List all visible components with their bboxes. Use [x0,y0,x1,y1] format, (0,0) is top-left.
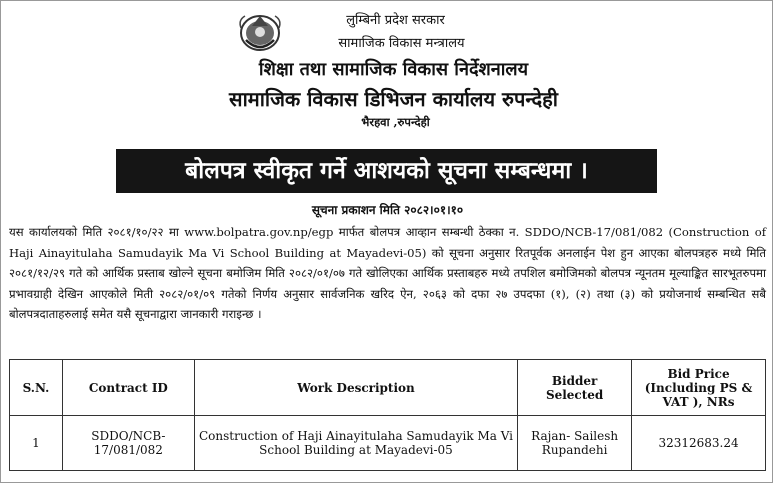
cell-bid-price: 32312683.24 [632,416,766,471]
cell-contract-id: SDDO/NCB-17/081/082 [62,416,194,471]
directorate-name: शिक्षा तथा सामाजिक विकास निर्देशनालय [258,59,529,80]
cell-work-description: Construction of Haji Ainayitulaha Samudayik Ma Vi School Building at Mayadevi-05 [194,416,517,471]
header-contract-id: Contract ID [62,360,194,416]
bid-table [9,359,766,471]
office-name: सामाजिक विकास डिभिजन कार्यालय रुपन्देही [229,87,558,111]
notice-body-text: यस कार्यालयको मिति २०८१/१०/२२ मा www.bolpatra.gov.np/egp मार्फत बोलपत्र आव्हान सम्बन्धी ठेक्का न. SDDO/NCB-17/081/082 (Construction of Haji Ainayitulaha Samudayik Ma Vi School Building at Mayadevi-05) को सूचना अनुसार रितपूर्वक अनलाईन पेश हुन आएका बोलपत्रहरु मध्ये मिति २०८१/१२/२९ गते को आर्थिक प्रस्ताब खोल्ने सूचना बमोजिम मिति २०८२/०१/०७ गते खोलिएका आर्थिक प्रस्ताबहरु मध्ये तपशिल बमोजिमको बोलपत्र न्यूनतम मूल्याङ्कित सारभूतरुपमा प्रभावग्राही देखिन आएकोले मिती २०८२/०१/०९ गतेको निर्णय अनुसार सार्वजनिक खरिद ऐन, २०६३ को दफा २७ उपदफा (१), (२) तथा (३) को प्रयोजनार्थ सम्बन्धित सबै बोलपत्रदाताहरुलाई समेत यसै सूचनाद्वारा जानकारी गराइन्छ । [9,225,766,321]
ministry-name: सामाजिक विकास मन्त्रालय [338,36,465,51]
header-bid-price: Bid Price (Including PS & VAT ), NRs [632,360,766,416]
office-location: भैरहवा ,रुपन्देही [361,115,430,129]
notice-title-banner: बोलपत्र स्वीकृत गर्ने आशयको सूचना सम्बन्धमा । [116,149,657,193]
header-sn: S.N. [10,360,63,416]
cell-sn: 1 [10,416,63,471]
header-bidder-selected: Bidder Selected [518,360,632,416]
publication-date: सूचना प्रकाशन मिति २०८२।०१।१० [311,203,464,217]
province-government: लुम्बिनी प्रदेश सरकार [346,13,445,28]
table-row [10,416,766,471]
header-work-description: Work Description [194,360,517,416]
table-header-row [10,360,766,416]
cell-bidder-selected: Rajan- Sailesh Rupandehi [518,416,632,471]
